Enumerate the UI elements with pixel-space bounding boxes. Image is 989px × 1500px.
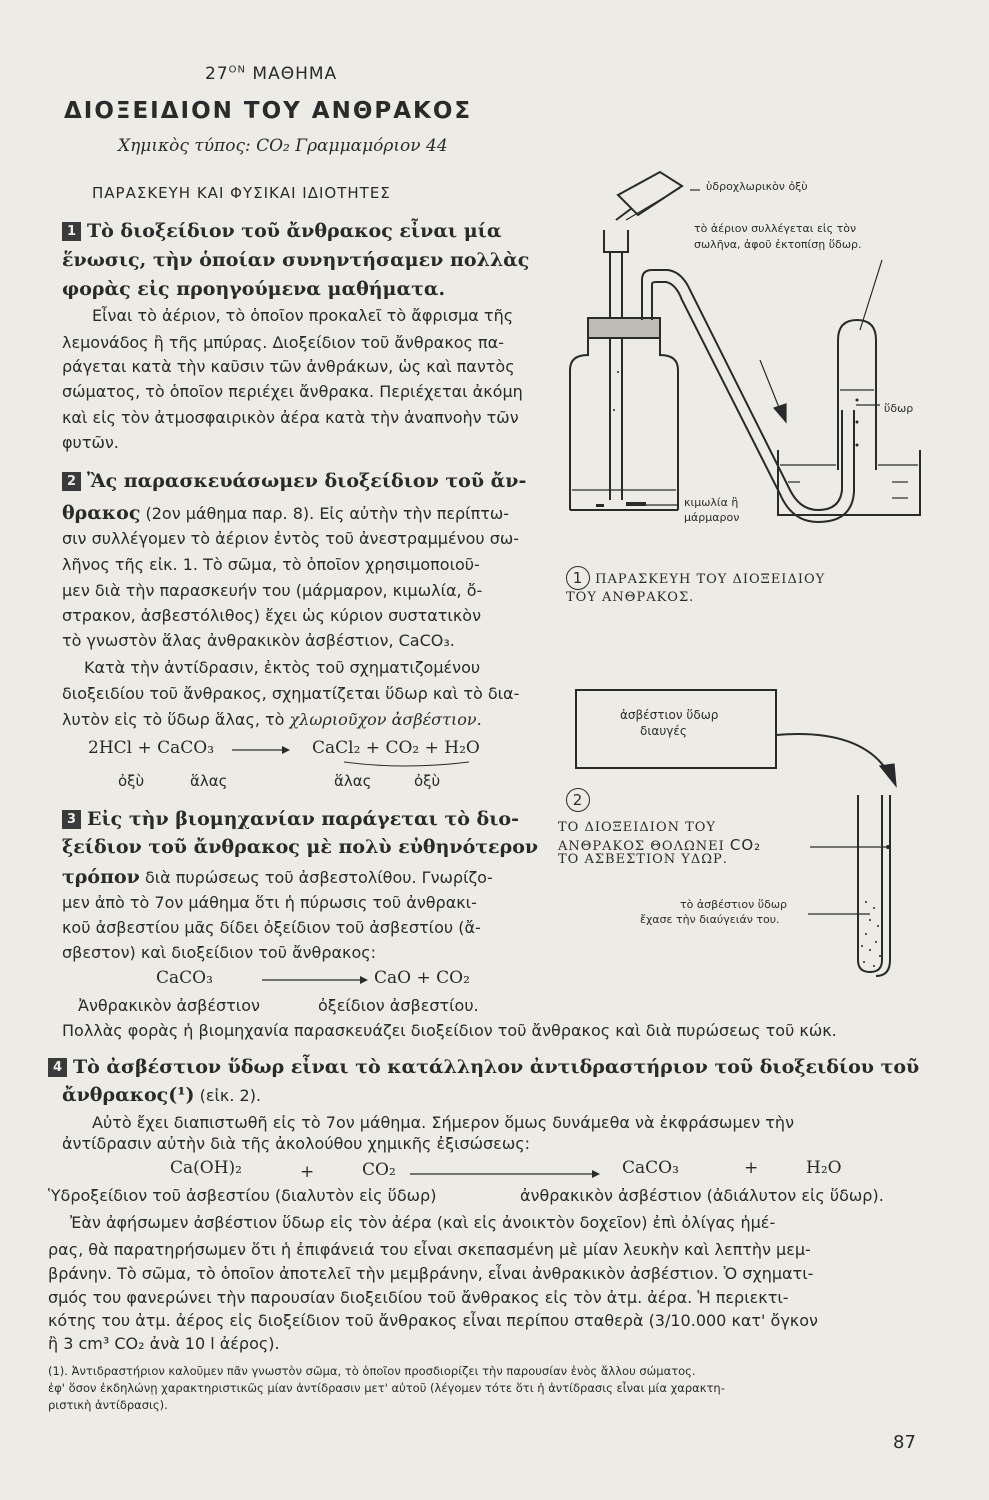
figure-2-caption: ΤΟ ΔΙΟΞΕΙΔΙΟΝ ΤΟΥ	[558, 820, 717, 835]
figure-1-number: 1	[566, 566, 590, 590]
eq-label: ἅλας	[190, 772, 228, 790]
s1-bold-1: 1 Τὸ διοξείδιον τοῦ ἄνθρακος εἶναι μία	[62, 220, 501, 242]
section-title: ΠΑΡΑΣΚΕΥΗ ΚΑΙ ΦΥΣΙΚΑΙ ΙΔΙΟΤΗΤΕΣ	[92, 184, 391, 202]
box-label: ἀσβέστιον ὕδωρ	[620, 708, 719, 722]
eq-label: Ὑδροξείδιον τοῦ ἀσβεστίου (διαλυτὸν εἰς ὕδωρ)	[48, 1186, 437, 1205]
footnote-line: ριστικὴ ἀντίδρασις).	[48, 1398, 168, 1412]
s1-bold-3: φορὰς εἰς προηγούμενα μαθήματα.	[62, 278, 446, 300]
s4-para-line: ἢ 3 cm³ CO₂ ἀνὰ 10 l ἀέρος).	[48, 1334, 280, 1353]
s2-line: διοξειδίου τοῦ ἄνθρακος, σχηματίζεται ὕδωρ καὶ τὸ δια-	[62, 684, 520, 703]
s3-equation-left: CaCO₃	[156, 968, 213, 988]
s2-line: λῆνος τῆς εἰκ. 1. Τὸ σῶμα, τὸ ὁποῖον χρησιμοποιοῦ-	[62, 555, 480, 574]
s4-line: ἀντίδρασιν αὐτὴν διὰ τῆς ἀκολούθου χημικῆς ἐξισώσεως:	[62, 1134, 531, 1153]
s3-bold-2: ξείδιον τοῦ ἄνθρακος μὲ πολὺ εὐθηνότερον	[62, 836, 539, 858]
s2-line: μεν διὰ τὴν παρασκευήν του (μάρμαρον, κιμωλία, ὄ-	[62, 581, 483, 600]
figure-1-caption-2: ΤΟΥ ΑΝΘΡΑΚΟΣ.	[566, 590, 695, 605]
s1-line: σώματος, τὸ ὁποῖον περιέχει ἄνθρακα. Περιέχεται ἀκόμη	[62, 382, 523, 401]
s4-para-line: βράνην. Τὸ σῶμα, τὸ ὁποῖον ἀποτελεῖ τὴν μεμβράνην, εἶναι ἀνθρακικὸν ἀσβέστιον. Ὁ σχηματι-	[48, 1264, 814, 1283]
s4-eq-term: H₂O	[806, 1158, 842, 1178]
eq-label: ὀξὺ	[118, 772, 145, 790]
footnote-line: (1). Ἀντιδραστήριον καλοῦμεν πᾶν γνωστὸν σῶμα, τὸ ὁποῖον προσδιορίζει τὴν παρουσίαν ἑνὸς ἄλλου σώματος.	[48, 1364, 696, 1378]
s4-eq-term: +	[300, 1162, 315, 1182]
s3-line: σβεστον) καὶ διοξείδιον τοῦ ἄνθρακος:	[62, 943, 377, 962]
lesson-heading: $27^{ON}$ ΜΑΘΗΜΑ	[205, 64, 338, 84]
eq-label: ἀνθρακικὸν ἀσβέστιον (ἀδιάλυτον εἰς ὕδωρ).	[520, 1186, 884, 1205]
eq-label: Ἀνθρακικὸν ἀσβέστιον	[78, 996, 260, 1015]
s4-para-line: Ἐὰν ἀφήσωμεν ἀσβέστιον ὕδωρ εἰς τὸν ἀέρα (καὶ εἰς ἀνοικτὸν δοχεῖον) ἐπὶ ὀλίγας ἡμέ-	[70, 1213, 776, 1232]
s1-bold-2: ἕνωσις, τὴν ὁποίαν συνηντήσαμεν πολλὰς	[62, 249, 530, 271]
box-label: διαυγές	[640, 724, 687, 738]
s1-line: φυτῶν.	[62, 433, 119, 452]
s2-line: σιν συλλέγομεν τὸ ἀέριον ἐντὸς τοῦ ἀνεστραμμένου σω-	[62, 529, 520, 548]
page-number: 87	[893, 1432, 916, 1453]
figure-2-caption: ΑΝΘΡΑΚΟΣ ΘΟΛΩΝΕΙ CO₂	[558, 836, 762, 854]
reaction-arrow	[410, 1166, 600, 1182]
label-lost-clarity: τὸ ἀσβέστιον ὕδωρ	[680, 898, 788, 911]
s2-equation-left: 2HCl + CaCO₃	[88, 738, 215, 758]
s2-line-last: λυτὸν εἰς τὸ ὕδωρ ἅλας, τὸ χλωριοῦχον ἀσβέστιον.	[62, 710, 482, 729]
s3-line: κοῦ ἀσβεστίου μᾶς δίδει ὀξείδιον τοῦ ἀσβεστίου (ἄ-	[62, 918, 481, 937]
s3-line-3: τρόπον διὰ πυρώσεως τοῦ ἀσβεστολίθου. Γνωρίζο-	[62, 866, 493, 888]
s4-line: Αὐτὸ ἔχει διαπιστωθῆ εἰς τὸ 7ον μάθημα. Σήμερον ὅμως δυνάμεθα νὰ ἐκφράσωμεν τὴν	[92, 1113, 795, 1132]
figure-2-number: 2	[566, 788, 590, 812]
s4-eq-term: CaCO₃	[622, 1158, 679, 1178]
s2-line: τὸ γνωστὸν ἅλας ἀνθρακικὸν ἀσβέστιον, CaCO₃.	[62, 631, 455, 650]
s3-line: μεν ἀπὸ τὸ 7ον μάθημα ὅτι ἡ πύρωσις τοῦ ἀνθρακι-	[62, 893, 477, 912]
eq-label: ὀξείδιον ἀσβεστίου.	[318, 996, 479, 1015]
s2-line-2: θρακος (2ον μάθημα παρ. 8). Εἰς αὐτὴν τὴν περίπτω-	[62, 502, 509, 524]
s1-line: Εἶναι τὸ ἀέριον, τὸ ὁποῖον προκαλεῖ τὸ ἄφρισμα τῆς	[92, 306, 514, 325]
s4-para-line: ρας, θὰ παρατηρήσωμεν ὅτι ἡ ἐπιφάνειά του εἶναι σκεπασμένη μὲ μίαν λευκὴν καὶ λεπτὴν μεμ-	[48, 1240, 811, 1259]
s2-line: Κατὰ τὴν ἀντίδρασιν, ἐκτὸς τοῦ σχηματιζομένου	[84, 658, 481, 677]
reaction-arrow	[232, 742, 290, 758]
precipitate-dots	[861, 901, 883, 967]
s2-bold-1: 2 Ἂς παρασκευάσωμεν διοξείδιον τοῦ ἄν-	[62, 470, 526, 492]
eq-label: ἅλας	[334, 772, 372, 790]
footnote-line: ἐφ' ὅσον ἐκδηλώνῃ χαρακτηριστικῶς μίαν ἀντίδρασιν μετ' αὐτοῦ (λέγομεν τότε ὅτι ἡ ἀντίδρασις εἶναι μία χαρακτη-	[48, 1381, 725, 1395]
figure-1-apparatus	[560, 160, 940, 540]
chemical-formula: Χημικὸς τύπος: CO₂ Γραμμαμόριον 44	[118, 136, 448, 156]
label-chalk: μάρμαρον	[684, 511, 740, 524]
s4-para-line: κότης του ἀτμ. ἀέρος εἰς διοξείδιον τοῦ ἄνθρακος εἶναι περίπου σταθερὰ (3/10.000 κατ' ὄγκον	[48, 1311, 818, 1330]
s2-number: 2	[62, 472, 81, 491]
s4-bold-1: 4 Τὸ ἀσβέστιον ὕδωρ εἶναι τὸ κατάλληλον ἀντιδραστήριον τοῦ διοξειδίου τοῦ	[48, 1056, 919, 1078]
figure-2-number-wrap	[566, 788, 590, 812]
label-gas-collected: σωλῆνα, ἀφοῦ ἐκτοπίσῃ ὕδωρ.	[694, 238, 862, 251]
s4-eq-term: Ca(OH)₂	[170, 1158, 242, 1178]
label-lost-clarity: ἔχασε τὴν διαύγειάν του.	[640, 913, 780, 926]
s3-equation-right: CaO + CO₂	[374, 968, 470, 988]
s4-para-line: σμός του φανερώνει τὴν παρουσίαν διοξειδίου τοῦ ἄνθρακος εἰς τὸν ἀτμ. ἀέρα. Ἡ περιεκτι-	[48, 1288, 789, 1307]
s4-line-2: ἄνθρακος(¹) (εἰκ. 2).	[62, 1084, 262, 1106]
s2-equation-right: CaCl₂ + CO₂ + H₂O	[312, 738, 480, 758]
s2-line: στρακον, ἀσβεστόλιθος) ἔχει ὡς κύριον συστατικὸν	[62, 606, 481, 625]
page-title: ΔΙΟΞΕΙΔΙΟΝ ΤΟΥ ΑΝΘΡΑΚΟΣ	[64, 98, 473, 124]
s4-number: 4	[48, 1058, 67, 1077]
s3-number: 3	[62, 810, 81, 829]
s1-line: ράγεται κατὰ τὴν καῦσιν τῶν ἀνθράκων, ὡς καὶ παντὸς	[62, 357, 515, 376]
s4-eq-term: +	[744, 1158, 759, 1178]
label-chalk: κιμωλία ἢ	[684, 496, 739, 509]
label-hydrochloric-acid: ὑδροχλωρικὸν ὀξὺ	[706, 180, 808, 193]
s1-line: λεμονάδος ἢ τῆς μπύρας. Διοξείδιον τοῦ ἄνθρακος πα-	[62, 333, 504, 352]
s1-line: καὶ εἰς τὸν ἀτμοσφαιρικὸν ἀέρα κατὰ τὴν ἀναπνοὴν τῶν	[62, 408, 519, 427]
figure-1-caption: 1 ΠΑΡΑΣΚΕΥΗ ΤΟΥ ΔΙΟΞΕΙΔΙΟΥ	[566, 566, 825, 590]
label-gas-collected: τὸ ἀέριον συλλέγεται εἰς τὸν	[694, 222, 857, 235]
figure-2-caption: ΤΟ ΑΣΒΕΣΤΙΟΝ ΥΔΩΡ.	[558, 852, 728, 867]
s4-eq-term: CO₂	[362, 1160, 396, 1180]
s3-bold-1: 3 Εἰς τὴν βιομηχανίαν παράγεται τὸ διο-	[62, 808, 519, 830]
eq-label: ὀξὺ	[414, 772, 441, 790]
s3-full-line: Πολλὰς φορὰς ἡ βιομηχανία παρασκευάζει διοξείδιον τοῦ ἄνθρακος καὶ διὰ πυρώσεως τοῦ κώκ.	[62, 1021, 837, 1040]
s1-number: 1	[62, 222, 81, 241]
reaction-arrow	[262, 972, 368, 988]
label-water: ὕδωρ	[884, 402, 914, 415]
